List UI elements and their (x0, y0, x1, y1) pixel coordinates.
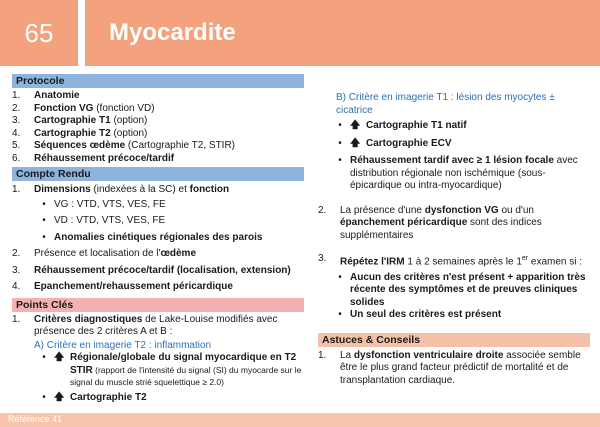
list-item: • 🡅 Régionale/globale du signal myocardique en T2 STIR (rapport de l'intensité du signal (SI) du myocarde sur le signal du muscle strié squelettique ≥ 2.0) (34, 352, 304, 390)
points-cles-item: 1. Critères diagnostiques de Lake-Louise modifiés avec présence des 2 critères A et B : (12, 313, 278, 337)
list-item: • Réhaussement tardif avec ≥ 1 lésion focale avec distribution régionale non ischémique (sous-épicardique ou intra-myocardique) (330, 155, 590, 193)
arrow-up-icon: 🡅 (350, 137, 361, 149)
list-item: • Un seul des critères est présent (330, 309, 590, 322)
astuces-list (318, 350, 590, 388)
criterion-a-bullets (34, 352, 304, 404)
right-numbered-list (318, 205, 590, 269)
bullet-icon: • (42, 198, 46, 210)
bullet-icon: • (338, 137, 342, 149)
bullet-icon: • (42, 215, 46, 226)
compte-rendu-item: 1. Dimensions (indexées à la SC) et fonction (12, 184, 230, 195)
compte-rendu-item: 2. Présence et localisation de l'œdème (12, 248, 196, 259)
footer (0, 413, 600, 427)
compte-rendu-heading: Compte Rendu (12, 167, 304, 181)
bullet-icon: • (42, 391, 46, 403)
list-item: • Anomalies cinétiques régionales des parois (34, 232, 304, 245)
protocole-heading: Protocole (12, 74, 304, 88)
arrow-up-icon: 🡅 (54, 352, 65, 363)
reference-label: Référence 41 (8, 414, 63, 424)
bullet-icon: • (338, 309, 342, 321)
bullet-icon: • (338, 155, 342, 166)
protocole-item: 2. Fonction VG (fonction VD) (12, 102, 155, 114)
repeat-mri-bullets (330, 272, 590, 322)
page-title: Myocardite (85, 0, 600, 66)
arrow-up-icon: 🡅 (350, 120, 361, 131)
compte-rendu-item: 4. Epanchement/rehaussement péricardique (12, 281, 233, 292)
protocole-item: 3. Cartographie T1 (option) (12, 115, 148, 126)
compte-rendu-item: 3. Réhaussement précoce/tardif (localisation, extension) (12, 264, 291, 276)
bullet-icon: • (338, 271, 342, 283)
astuces-heading: Astuces & Conseils (318, 333, 590, 347)
header (0, 0, 600, 66)
points-cles-heading: Points Clés (12, 298, 304, 312)
left-column (12, 74, 304, 404)
protocole-list (12, 90, 304, 165)
protocole-item: 4. Cartographie T2 (option) (12, 127, 148, 139)
criterion-a-heading: A) Critère en imagerie T2 : inflammation (34, 339, 212, 351)
compte-rendu-list (12, 184, 304, 197)
list-item: 3. Répétez l'IRM 1 à 2 semaines après le 1er examen si : (318, 253, 583, 268)
bullet-icon: • (42, 352, 46, 363)
protocole-item: 5. Séquences œdème (Cartographie T2, STIR) (12, 140, 236, 151)
bullet-icon: • (42, 231, 46, 243)
list-item: • Aucun des critères n'est présent + apparition très récente des symptômes et de preuves cliniques solides (330, 272, 590, 310)
criterion-b-bullets (330, 120, 590, 193)
bullet-icon: • (338, 120, 342, 131)
compte-rendu-bullets (34, 199, 304, 245)
list-item: 2. La présence d'une dysfonction VG ou d'un épanchement péricardique sont des indices supplémentaires (318, 204, 542, 241)
protocole-item: 1. Anatomie (12, 90, 80, 101)
list-item: • 🡅 Cartographie ECV (330, 138, 590, 151)
compte-rendu-list-2 (12, 248, 304, 294)
arrow-up-icon: 🡅 (54, 391, 65, 403)
list-item: • 🡅 Cartographie T1 natif (330, 120, 590, 133)
criterion-b-heading: B) Critère en imagerie T1 : lésion des myocytes ± cicatrice (336, 92, 555, 116)
right-column (318, 92, 590, 387)
list-item: • VD : VTD, VTS, VES, FE (34, 215, 304, 228)
list-item: • VG : VTD, VTS, VES, FE (34, 199, 304, 212)
page-number: 65 (0, 0, 78, 66)
points-cles-list (12, 314, 304, 339)
list-item: • 🡅 Cartographie T2 (34, 392, 304, 405)
list-item: 1. La dysfonction ventriculaire droite associée semble être le plus grand facteur prédictif de mortalité et de transplantation cardiaque. (318, 349, 581, 386)
protocole-item: 6. Réhaussement précoce/tardif (12, 152, 175, 164)
